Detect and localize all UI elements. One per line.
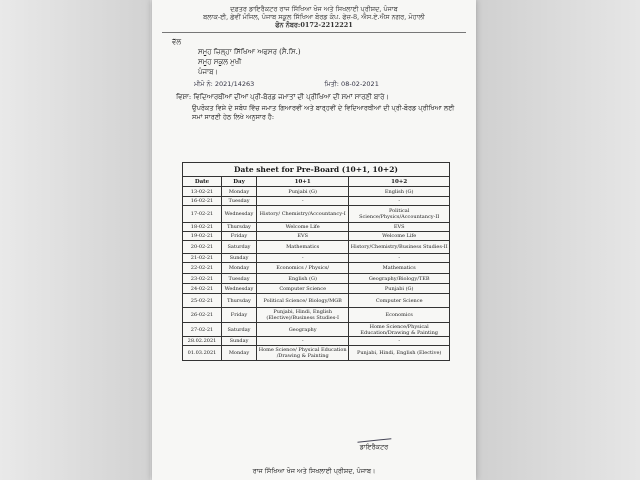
class12-cell: Punjabi, Hindi, English (Elective) <box>349 346 450 361</box>
class12-cell: EVS <box>349 223 450 232</box>
letter-body: ਉਪਰੋਕਤ ਵਿਸ਼ੇ ਦੇ ਸਬੰਧ ਵਿੱਚ ਜਮਾਤ ਗਿਆਰਵੀਂ ਅਤੇ ਬਾਰ੍ਹਵੀਂ ਦੇ ਵਿਦਿਆਰਥੀਆਂ ਦੀ ਪ੍ਰੀ-ਬੋਰਡ ਪ੍ਰੀਖਿਆ ਲਈ ਸਮਾਂ ਸਾਰਣੀ ਹੇਠ ਲਿਖੇ ਅਨੁਸਾਰ ਹੈ: <box>192 104 455 121</box>
date-cell: 23-02-21 <box>183 274 222 284</box>
class12-cell: Mathematics <box>349 263 450 274</box>
day-cell: Friday <box>222 308 257 323</box>
divider <box>162 32 466 33</box>
class12-cell: Computer Science <box>349 294 450 308</box>
table-row <box>183 284 450 294</box>
class12-cell: English (G) <box>349 187 450 197</box>
day-cell: Saturday <box>222 323 257 337</box>
class12-cell: - <box>349 197 450 206</box>
column-header-class12: 10+2 <box>349 177 450 187</box>
table-row <box>183 337 450 346</box>
class12-cell: Welcome Life <box>349 232 450 241</box>
class11-cell: History/ Chemistry/Accountancy-I <box>257 206 349 223</box>
day-cell: Tuesday <box>222 197 257 206</box>
date-cell: 25-02-21 <box>183 294 222 308</box>
table-row <box>183 187 450 197</box>
date-cell: 27-02-21 <box>183 323 222 337</box>
class12-cell: Punjabi (G) <box>349 284 450 294</box>
date-cell: 22-02-21 <box>183 263 222 274</box>
date-cell: 20-02-21 <box>183 241 222 254</box>
date-cell: 21-02-21 <box>183 254 222 263</box>
letterhead-phone: ਫੋਨ ਨੰਬਰ:0172-2212221 <box>275 21 353 29</box>
class11-cell: Punjabi (G) <box>257 187 349 197</box>
date-cell: 18-02-21 <box>183 223 222 232</box>
memo-number: ਮੀਮੋ ਨੰ: 2021/14263 <box>194 80 255 88</box>
day-cell: Saturday <box>222 241 257 254</box>
day-cell: Thursday <box>222 223 257 232</box>
day-cell: Wednesday <box>222 206 257 223</box>
table-row <box>183 223 450 232</box>
class11-cell: - <box>257 197 349 206</box>
day-cell: Thursday <box>222 294 257 308</box>
table-row <box>183 232 450 241</box>
table-row <box>183 254 450 263</box>
to-label: ਵੱਲ <box>172 38 182 46</box>
class12-cell: Economics <box>349 308 450 323</box>
letterhead-office: ਦਫ਼ਤਰ ਡਾਇਰੈਕਟਰ ਰਾਜ ਸਿੱਖਿਆ ਖੋਜ ਅਤੇ ਸਿਖਲਾਈ ਪ੍ਰੀਸ਼ਦ, ਪੰਜਾਬ <box>230 5 398 13</box>
date-cell: 28.02.2021 <box>183 337 222 346</box>
day-cell: Sunday <box>222 337 257 346</box>
background-right <box>470 0 640 480</box>
class11-cell: English (G) <box>257 274 349 284</box>
date-cell: 26-02-21 <box>183 308 222 323</box>
recipient-line: ਪੰਜਾਬ। <box>198 68 219 76</box>
class12-cell: Home Science/Physical Education/Drawing & Painting <box>349 323 450 337</box>
class11-cell: Economics / Physics/ <box>257 263 349 274</box>
class12-cell: - <box>349 254 450 263</box>
letterhead <box>152 5 476 29</box>
day-cell: Wednesday <box>222 284 257 294</box>
class11-cell: Geography <box>257 323 349 337</box>
recipient-block <box>172 37 476 77</box>
signatory-office: ਰਾਜ ਸਿੱਖਿਆ ਖੋਜ ਅਤੇ ਸਿਖਲਾਈ ਪ੍ਰੀਸ਼ਦ, ਪੰਜਾਬ। <box>252 467 376 475</box>
memo-date: ਮਿਤੀ: 08-02-2021 <box>324 80 379 88</box>
date-cell: 16-02-21 <box>183 197 222 206</box>
class12-cell: Political Science/Physics/Accountancy-II <box>349 206 450 223</box>
class11-cell: - <box>257 337 349 346</box>
class11-cell: Political Science/ Biology/MGB <box>257 294 349 308</box>
signatory-designation: ਡਾਇਰੈਕਟਰ <box>359 443 389 451</box>
class12-cell: History/Chemistry/Business Studies-II <box>349 241 450 254</box>
table-row <box>183 274 450 284</box>
table-row <box>183 263 450 274</box>
date-cell: 13-02-21 <box>183 187 222 197</box>
day-cell: Monday <box>222 187 257 197</box>
class12-cell: Geography/Biology/TEB <box>349 274 450 284</box>
column-header-date: Date <box>183 177 222 187</box>
class11-cell: - <box>257 254 349 263</box>
recipient-line: ਸਮੂਹ ਸਕੂਲ ਮੁਖੀ <box>198 58 242 66</box>
datesheet-body <box>183 187 450 361</box>
day-cell: Friday <box>222 232 257 241</box>
class12-cell: - <box>349 337 450 346</box>
document-page <box>152 0 476 480</box>
signature-block <box>357 432 391 451</box>
subject-line: ਵਿਸ਼ਾ: ਵਿਦਿਆਰਥੀਆਂ ਦੀਆਂ ਪ੍ਰੀ-ਬੋਰਡ ਜਮਾਤਾਂ ਦੀ ਪ੍ਰੀਖਿਆ ਦੀ ਸਮਾਂ ਸਾਰਣੀ ਬਾਰੇ। <box>176 93 389 101</box>
table-row <box>183 294 450 308</box>
class11-cell: Mathematics <box>257 241 349 254</box>
table-row <box>183 197 450 206</box>
background-left <box>0 0 150 480</box>
letterhead-address: ਬਲਾਕ-ਈ, ਛੇਵੀਂ ਮੰਜਿਲ, ਪੰਜਾਬ ਸਕੂਲ ਸਿੱਖਿਆ ਬੋਰਡ ਕੰਪ. ਫੇਜ਼-8, ਐਸ.ਏ.ਐਸ ਨਗਰ, ਮੋਹਾਲੀ <box>203 13 425 21</box>
class11-cell: Punjabi, Hindi, English (Elective)/Business Studies-I <box>257 308 349 323</box>
class11-cell: EVS <box>257 232 349 241</box>
datesheet-table <box>182 162 450 361</box>
date-cell: 01.03.2021 <box>183 346 222 361</box>
recipient-line: ਸਮੂਹ ਜ਼ਿਲ੍ਹਾ ਸਿੱਖਿਆ ਅਫਸਰ (ਸੈ.ਸਿ.) <box>198 48 301 56</box>
table-row <box>183 241 450 254</box>
class11-cell: Computer Science <box>257 284 349 294</box>
table-row <box>183 206 450 223</box>
table-row <box>183 346 450 361</box>
table-row <box>183 308 450 323</box>
day-cell: Monday <box>222 263 257 274</box>
datesheet-title: Date sheet for Pre-Board (10+1, 10+2) <box>183 163 450 177</box>
day-cell: Sunday <box>222 254 257 263</box>
date-cell: 24-02-21 <box>183 284 222 294</box>
signature-scribble <box>357 430 392 443</box>
table-row <box>183 323 450 337</box>
day-cell: Tuesday <box>222 274 257 284</box>
class11-cell: Welcome Life <box>257 223 349 232</box>
reference-line <box>194 80 476 89</box>
date-cell: 17-02-21 <box>183 206 222 223</box>
column-header-day: Day <box>222 177 257 187</box>
class11-cell: Home Science/ Physical Education /Drawing & Painting <box>257 346 349 361</box>
column-header-class11: 10+1 <box>257 177 349 187</box>
date-cell: 19-02-21 <box>183 232 222 241</box>
day-cell: Monday <box>222 346 257 361</box>
